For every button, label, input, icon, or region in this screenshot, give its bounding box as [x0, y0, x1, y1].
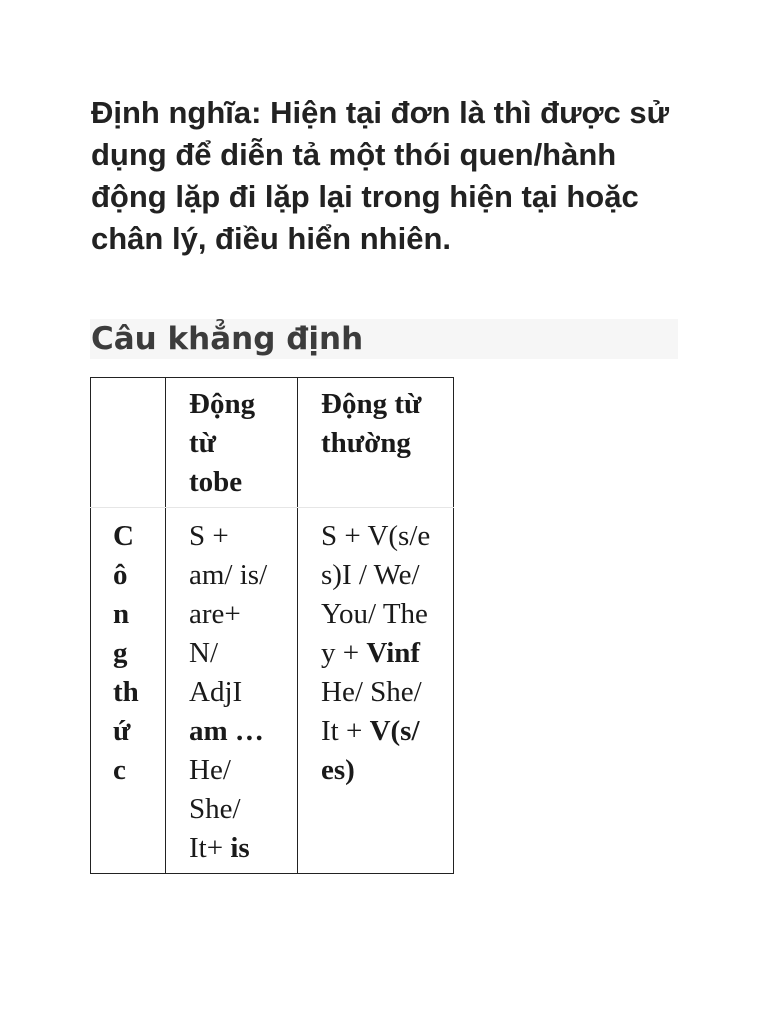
section-heading: Câu khẳng định — [90, 319, 678, 359]
header-empty-cell — [91, 378, 166, 508]
table-header-row — [91, 378, 454, 508]
header-tobe-label: Động từ tobe — [189, 388, 256, 498]
tobe-formula-bold-1: am … — [189, 715, 264, 747]
row-label-cell — [91, 508, 166, 874]
regular-formula-text-1: S + V(s/es)I / We/ You/ They + — [321, 520, 431, 669]
header-regular-verb-label: Động từ thường — [321, 388, 422, 459]
tobe-formula-text-1: S + am/ is/ are+ N/ AdjI — [189, 520, 268, 708]
tobe-formula-bold-2: is — [230, 832, 250, 864]
header-tobe-cell — [166, 378, 298, 508]
regular-formula-bold-1: Vinf — [366, 637, 421, 669]
grammar-table — [90, 377, 454, 874]
table-row — [91, 508, 454, 874]
definition-paragraph: Định nghĩa: Hiện tại đơn là thì được sử dụng để diễn tả một thói quen/hành động lặp đi lặp lại trong hiện tại hoặc chân lý, điều hiển nhiên. — [91, 95, 670, 256]
regular-formula-bold-2: V(s/es) — [321, 715, 420, 786]
regular-verb-formula-cell — [298, 508, 454, 874]
regular-formula-text-2: He/ She/ It + — [321, 676, 422, 747]
row-label-formula: Công thức — [113, 520, 139, 786]
tobe-formula-cell — [166, 508, 298, 874]
header-regular-verb-cell — [298, 378, 454, 508]
tobe-formula-text-2: He/ She/ It+ — [189, 754, 241, 864]
